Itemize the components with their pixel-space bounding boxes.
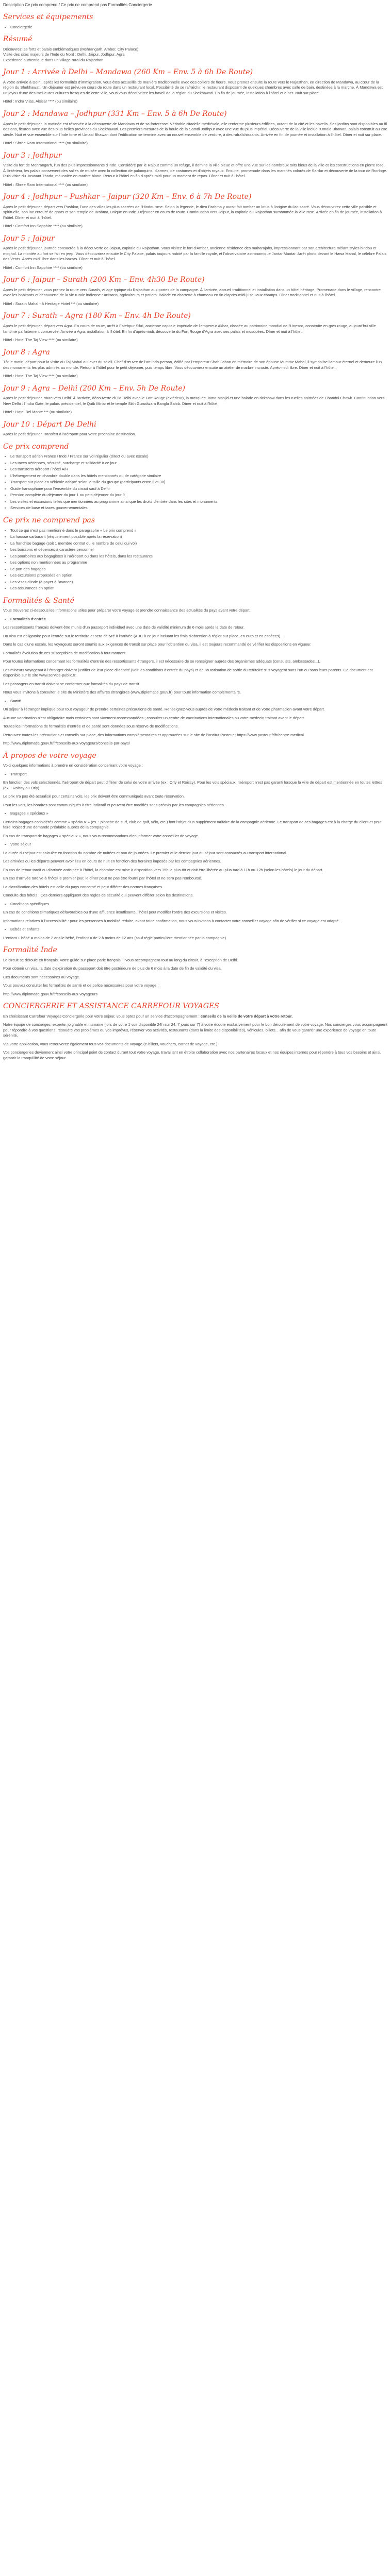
- list-item: • Services de base et taxes gouvernementales: [10, 505, 388, 511]
- apropos-heading-list: [3, 772, 388, 777]
- day-title: Jour 5 : Jaipur: [3, 234, 55, 243]
- conciergerie-lead: En choisissant Carrefour Voyages Conciergerie pour votre séjour, vous optez pour un service d'accompagnement :: [3, 1013, 200, 1019]
- includes-title: Ce prix comprend: [3, 442, 69, 451]
- section-heading: • Transport: [10, 772, 388, 777]
- day-2: [3, 109, 388, 146]
- section-heading: • Conditions spécifiques: [10, 902, 388, 907]
- day-text: Après le petit déjeuner, départ vers Agra. En cours de route, arrêt à Fatehpur Sikri, ancienne capitale impériale de l'empereur Akbar, classée au patrimoine mondial de l'Unesco, construite en grès rouge, aujourd'hui ville fantôme parfaitement conservée. Arrivée à Agra, installation à l'hôtel. En fin d'après-midi, découverte du Fort Rouge d'Agra avec ses palais et mosquées. Dîner et nuit à l'hôtel.: [3, 324, 376, 334]
- list-item: • Les pourboires aux bagagistes à l'aéroport ou dans les hôtels, dans les restaurants: [10, 554, 388, 560]
- day-hotel-note: Hôtel : Comfort Inn Sapphire **** (ou similaire): [3, 224, 83, 229]
- day-hotel-note: Hôtel : Hotel The Taj View **** (ou similaire): [3, 337, 78, 343]
- list-item: • Les taxes aériennes, sécurité, surcharge et solidarité à ce jour: [10, 461, 388, 466]
- day-6: [3, 275, 388, 307]
- list-item: • Les visas d'Inde (à payer à l'avance): [10, 580, 388, 585]
- paragraph: Vos conciergeries deviennent ainsi votre principal point de contact durant tout votre voyage, travaillant en étroite collaboration avec nos partenaires locaux et nos équipes internes pour répondre à tous vos besoins et ainsi, garantir la tranquillité de votre séjour.: [3, 1050, 381, 1060]
- paragraph: La classification des hôtels est celle du pays concerné et peut différer des normes françaises.: [3, 884, 164, 889]
- day-hotel-note: Hôtel : Shree Ram International **** (ou similaire): [3, 182, 88, 187]
- paragraph: Vous pouvez consulter les formalités de santé et de police nécessaires pour votre voyage :: [3, 983, 159, 988]
- day-hotel-note: Hôtel : Indra Vilas, Alsisar **** (ou similaire): [3, 99, 78, 104]
- paragraph: Le prix n'a pas été actualisé pour certains vols, les prix doivent être communiqués avant toute réservation.: [3, 794, 185, 799]
- diplomatie-link[interactable]: http://www.diplomatie.gouv.fr/fr/conseils-aux-voyageurs/conseils-par-pays/: [3, 741, 130, 746]
- conciergerie-title: CONCIERGERIE ET ASSISTANCE CARREFOUR VOYAGES: [3, 1002, 219, 1011]
- paragraph: Via votre application, vous retrouverez également tous vos documents de voyage (e-billets, vouchers, carnet de voyage, etc.).: [3, 1041, 219, 1046]
- paragraph: Pour les vols, les horaires sont communiqués à titre indicatif et peuvent être modifiés sans préavis par les compagnies aériennes.: [3, 802, 225, 807]
- day-hotel-note: Hôtel : Hotel The Taj View **** (ou similaire): [3, 374, 78, 379]
- list-item: • Les options non mentionnées au programme: [10, 560, 388, 566]
- formalites-heading-list: [3, 699, 388, 704]
- day-hotel-note: Hôtel : Comfort Inn Sapphire **** (ou similaire): [3, 265, 83, 270]
- day-title: Jour 9 : Agra – Delhi (200 Km – Env. 5h De Route): [3, 384, 186, 393]
- langue-title: Formalité Inde: [3, 946, 57, 955]
- list-item: • Pension complète du déjeuner du jour 1 au petit déjeuner du jour 9: [10, 493, 388, 498]
- paragraph: Notre équipe de concierges, experte, joignable et humaine (lors de votre 1 voir disponible 24h sur 24, 7 jours sur 7) à votre écoute exclusivement pour le bon déroulement de votre voyage. Nos concierges vous accompagnent pour répondre à vos questions, résoudre vos problèmes ou vos imprévus, réserver vos activités, restaurants (dans la limite des disponibilités), véhicules, billets... afin de vous garantir une expérience de voyage en toute sérénité.: [3, 1022, 388, 1038]
- resume-line: Visite des sites majeurs de l'Inde du Nord : Delhi, Jaipur, Jodhpur, Agra: [3, 52, 125, 57]
- day-7: [3, 311, 388, 343]
- paragraph: Formalités évolution de ces susceptibles de modification à tout moment.: [3, 650, 127, 655]
- resume-title: Résumé: [3, 35, 32, 44]
- excludes-title: Ce prix ne comprend pas: [3, 516, 95, 524]
- day-title: Jour 6 : Jaipur – Surath (200 Km – Env. 4h30 De Route): [3, 276, 205, 284]
- page: [0, 0, 391, 1061]
- resume-line: Expérience authentique dans un village rural du Rajasthan: [3, 57, 104, 62]
- list-item: • Tout ce qui n'est pas mentionné dans le paragraphe « Le prix comprend »: [10, 528, 388, 534]
- day-text: Après le petit déjeuner, la matinée est réservée à la découverte de Mandawa et de sa forteresse. Véritable citadelle médiévale, elle renferme plusieurs édifices, autant de la cité et les havelis. Ses jardins sont disponibles au fil des ans, fleuron avec vue des plus belles provinces du Shekhawati. Les premiers mesures de la houle de la Samdi Jodhpur avec une vue du plus impérial. Découverte de la ville inclue l'Umaid Bhawan, palais construit au 20e siècle. Nuit et vue ensemble sur l'Inde forte et Umaid Bhawan dont l'édification se termine avec un nouvel ensemble de verdure, à des rafraîchissants. Arrivée en fin de journée et installation à l'hôtel. Dîner et nuit sur place.: [3, 121, 387, 137]
- list-item: • La franchise bagage (soit 1 membre contrat ou le nombre de celui qui vol): [10, 541, 388, 547]
- includes-list: [3, 454, 388, 511]
- top-tab-links[interactable]: Description Ce prix comprend / Ce prix ne comprend pas Formalités Conciergerie: [3, 3, 152, 7]
- apropos-heading-list: [3, 927, 388, 933]
- list-item: • Les excursions proposées en option: [10, 573, 388, 579]
- list-item: • Guide francophone pour l'ensemble du circuit sauf à Delhi: [10, 486, 388, 492]
- formalites-title: Formalités & Santé: [3, 596, 74, 605]
- day-3: [3, 151, 388, 188]
- paragraph: Aucune vaccination n'est obligatoire mais certaines sont vivement recommandées ; consulter un centre de vaccinations internationales ou votre médecin traitant avant le départ.: [3, 715, 305, 720]
- day-text: Après le petit déjeuner, vous prenez la route vers Surath, village typique du Rajasthan aux portes de la campagne. À l'arrivée, accueil traditionnel et installation dans un hôtel héritage. Promenade dans le village, rencontre avec les habitants et découverte de la vie rurale indienne : artisans, agriculteurs et potiers. Balade en charrette à chameau en fin d'après-midi jusqu'aux champs. Dîner traditionnel et nuit à l'hôtel.: [3, 287, 381, 298]
- apropos-heading-list: [3, 902, 388, 907]
- formalites-intro: Vous trouverez ci-dessous les informations utiles pour préparer votre voyage et prendre connaissance des actualités du pays avant votre départ.: [3, 608, 251, 613]
- day-title: Jour 8 : Agra: [3, 348, 50, 357]
- day-title: Jour 4 : Jodhpur – Pushkar – Jaipur (320 Km – Env. 6 à 7h De Route): [3, 193, 252, 201]
- day-9: [3, 384, 388, 415]
- paragraph: Certains bagages considérés comme « spéciaux » (ex. : planche de surf, club de golf, vélo, etc.) font l'objet d'un supplément tarifaire de la compagnie aérienne. Le transport de ces bagages est à la charge du client et peut faire l'objet d'une demande préalable auprès de la compagnie.: [3, 819, 382, 830]
- apropos-heading-list: [3, 842, 388, 848]
- paragraph: L'enfant + bébé = moins de 2 ans le bébé, l'enfant = de 2 à moins de 12 ans (sauf règle particulière mentionnée par la compagnie).: [3, 935, 227, 940]
- day-text: Après le petit déjeuner Transfert à l'aéroport pour votre prochaine destination.: [3, 432, 136, 437]
- day-10: [3, 420, 388, 437]
- list-item: • Les boissons et dépenses à caractère personnel: [10, 547, 388, 553]
- list-item: • Transport sur place en véhicule adapté selon la taille du groupe (participants entre 2 et 30): [10, 480, 388, 485]
- paragraph: Nous vous invitons à consulter le site du Ministère des affaires étrangères (www.diplomatie.gouv.fr) pour toute information complémentaire.: [3, 690, 241, 695]
- list-item: • Les assurances en option: [10, 586, 388, 591]
- apropos-heading-list: [3, 811, 388, 817]
- day-title: Jour 10 : Départ De Delhi: [3, 420, 96, 429]
- section-heading: • Formalités d'entrée: [10, 617, 388, 622]
- day-title: Jour 1 : Arrivée à Delhi – Mandawa (260 Km – Env. 5 à 6h De Route): [3, 68, 253, 77]
- list-item: • La hausse carburant (réajustement possible après la réservation): [10, 534, 388, 540]
- list-item: • L'hébergement en chambre double dans les hôtels mentionnés ou de catégorie similaire: [10, 473, 388, 479]
- paragraph: Retrouvez toutes les précautions et conseils sur place, des informations complémentaires et approuvées sur le site de l'Institut Pasteur : https://www.pasteur.fr/fr/centre-medical: [3, 732, 304, 737]
- day-title: Jour 7 : Surath – Agra (180 Km – Env. 4h De Route): [3, 312, 191, 320]
- paragraph: Conduite des hôtels : Ces derniers appliquent des règles de sécurité qui peuvent différer selon les destinations.: [3, 893, 194, 898]
- day-5: [3, 234, 388, 271]
- resume-line: Découvrez les forts et palais emblématiques (Mehrangarh, Amber, City Palace): [3, 46, 139, 52]
- section-heading: • Bébés et enfants: [10, 927, 388, 933]
- day-hotel-note: Hôtel : Shree Ram International **** (ou similaire): [3, 141, 88, 146]
- paragraph: Un visa est obligatoire pour l'entrée sur le territoire et sera délivré à l'arrivée (ABC à ce jour incluant les frais d'obtention à régler sur place, en euro et en espèces).: [3, 633, 282, 638]
- paragraph: Les mineurs voyageant à l'étranger doivent justifier de leur pièce d'identité (voir les conditions d'entrée du pays) et de l'autorisation de sortie du territoire s'ils voyagent sans l'un ou sans leurs parents. Ce document est disponible sur le site www.service-public.fr.: [3, 667, 373, 678]
- day-title: Jour 2 : Mandawa – Jodhpur (331 Km – Env. 5 à 6h De Route): [3, 109, 227, 118]
- paragraph: En cas de transport de bagages « spéciaux », nous vous recommandons d'en informer votre conseiller de voyage.: [3, 833, 199, 838]
- day-text: À votre arrivée à Delhi, après les formalités d'immigration, vous êtes accueillis de manière traditionnelle avec des colliers de fleurs. Vous prenez ensuite la route vers le Rajasthan, en direction de Mandawa, au cœur de la région du Shekhawati. Un déjeuner est prévu en cours de route dans un restaurant local. Possibilité de se rafraîchir, le restaurant disposant de quelques chambres avec salle de bain, destinées à la marche. À Mandawa est un joyau d'une des meilleures cultures fresques de cette ville, vous vous découvrirez les haveli de la région du Shekhawati. En fin de journée, installation à l'hôtel et dîner. Nuit sur place.: [3, 79, 383, 95]
- day-text: Après le petit déjeuner, route vers Delhi. À l'arrivée, découverte d'Old Delhi avec le Fort Rouge (extérieur), la mosquée Jama Masjid et une balade en rickshaw dans les ruelles animées de Chandni Chowk. Continuation vers New Delhi : l'India Gate, le palais présidentiel, le Qutb Minar et le temple Sikh Gurudwara Bangla Sahib. Dîner et nuit à l'hôtel.: [3, 396, 385, 406]
- paragraph: En cas de conditions climatiques défavorables ou d'une affluence insuffisante, l'hôtel peut modifier l'ordre des excursions et visites.: [3, 910, 227, 915]
- day-1: [3, 67, 388, 105]
- day-title: Jour 3 : Jodhpur: [3, 151, 62, 160]
- excludes-list: [3, 528, 388, 591]
- list-item: • Conciergerie: [10, 25, 388, 30]
- apropos-intro: Voici quelques informations à prendre en considération concernant votre voyage :: [3, 763, 143, 768]
- day-text: Après le petit déjeuner, journée consacrée à la découverte de Jaipur, capitale du Rajasthan. Vous visitez le fort d'Amber, ancienne résidence des maharajahs, impressionnant par son architecture mêlant styles hindou et moghol. La montée au fort se fait en jeep. Vous découvrirez ensuite le City Palace, palais toujours habité par la famille royale, et l'observatoire astronomique Jantar Mantar. Arrêt photo devant le Hawa Mahal, le célèbre Palais des Vents. Après-midi libre dans les bazars. Dîner et nuit à l'hôtel.: [3, 246, 387, 262]
- day-text: Après le petit déjeuner, départ vers Pushkar, l'une des villes les plus sacrées de l'Hindouisme. Selon la légende, le dieu Brahma y aurait fait tomber un lotus à l'origine du lac sacré. Vous découvrirez cette ville paisible et spirituelle, son lac entouré de ghats et son temple de Brahma, unique en Inde. Déjeuner en cours de route. Continuation vers Jaipur, la capitale du Rajasthan surnommée la ville rose. Arrivée en fin de journée, installation à l'hôtel. Dîner et nuit à l'hôtel.: [3, 204, 382, 220]
- apropos-title: À propos de votre voyage: [3, 751, 96, 760]
- paragraph: En fonction des vols sélectionnés, l'aéroport de départ peut différer de celui de votre arrivée (ex : Orly et Roissy). Pour les vols spéciaux, l'aéroport n'est pas garanti lorsque la ville de départ est mentionnée en toutes lettres (ex. : Roissy ou Orly).: [3, 780, 382, 790]
- paragraph: La durée du séjour est calculée en fonction du nombre de nuitées et non de journées. Le premier et le dernier jour du séjour sont consacrés au transport international.: [3, 850, 287, 855]
- resume-text: [3, 47, 388, 63]
- paragraph: Le circuit se déroule en français. Votre guide sur place parle français, il vous accompagnera tout au long du circuit, à l'exception de Delhi.: [3, 957, 238, 962]
- list-item: • Les transferts aéroport / hôtel A/R: [10, 467, 388, 472]
- paragraph: Informations relatives à l'accessibilité : pour les personnes à mobilité réduite, avant toute confirmation, nous vous invitons à contacter votre conseiller voyage afin de vérifier si ce voyage est adapté.: [3, 918, 340, 923]
- section-heading: • Votre séjour: [10, 842, 388, 848]
- paragraph: Ces documents sont nécessaires au voyage.: [3, 974, 80, 979]
- paragraph: [3, 1014, 388, 1020]
- section-heading: • Santé: [10, 699, 388, 704]
- list-item: • Les visites et excursions telles que mentionnées au programme ainsi que les droits d'entrée dans les sites et monuments: [10, 499, 388, 505]
- paragraph: En cas de retour tardif ou d'arrivée anticipée à l'hôtel, la chambre est mise à disposition vers 15h le plus tôt et doit être libérée au plus tard à 11h ou 12h (selon les hôtels) le jour du départ.: [3, 867, 323, 872]
- paragraph: Pour obtenir un visa, la date d'expiration du passeport doit être postérieure de plus de 6 mois à la date de fin de validité du visa.: [3, 966, 222, 971]
- paragraph: Les passagers en transit doivent se conformer aux formalités du pays de transit.: [3, 681, 140, 686]
- day-text: Tôt le matin, départ pour la visite du Taj Mahal au lever du soleil. Chef-d'œuvre de l'art indo-persan, édifié par l'empereur Shah Jahan en mémoire de son épouse Mumtaz Mahal, il symbolise l'amour éternel et demeure l'un des monuments les plus admirés au monde. Retour à l'hôtel pour le petit déjeuner, puis temps libre. Vous découvrirez ensuite un atelier de marbre incrusté. Après-midi libre. Dîner et nuit à l'hôtel.: [3, 360, 382, 370]
- list-item: • Le transport aérien France / Inde / France sur vol régulier (direct ou avec escale): [10, 454, 388, 460]
- formalites-heading-list: [3, 617, 388, 622]
- paragraph: Toutes les informations de formalités d'entrée et de santé sont données sous réserve de modifications.: [3, 724, 179, 729]
- paragraph: Les ressortissants français doivent être munis d'un passeport individuel avec une date de validité minimum de 6 mois après la date de retour.: [3, 625, 245, 630]
- day-text: Visite du fort de Mehrangarh, l'un des plus impressionnants d'Inde. Considéré par le Rajput comme un refuge, il domine la ville bleue et offre une vue sur les nombreux toits bleus de la ville et les constructions en pierre rose. À l'intérieur, les palais conservent des salles de musée avec la collection de palanquins, d'armes, de costumes et d'objets royaux. Ensuite, promenade dans les marchés colorés de Sardar et découverte de la tour de l'horloge. Puis visite du Jaswant Thada, mausolée en marbre blanc. Retour à l'hôtel en fin d'après-midi pour un moment de repos. Dîner et nuit à l'hôtel.: [3, 163, 387, 179]
- paragraph: En cas d'arrivée tardive à l'hôtel le premier jour, le dîner peut ne pas être fourni par l'hôtel et ne sera pas remboursé.: [3, 876, 202, 881]
- services-title: Services et équipements: [3, 13, 93, 22]
- paragraph: Dans le cas d'une escale, les voyageurs seront soumis aux exigences de transit sur place pour l'obtention du visa, il est toujours recommandé de vérifier les dispositions en vigueur.: [3, 642, 312, 647]
- list-item: • Le port des bagages: [10, 567, 388, 572]
- day-hotel-note: Hôtel : Surath Mahal - A Heritage Hotel *** (ou similaire): [3, 301, 99, 306]
- paragraph: Les arrivées ou les départs peuvent avoir lieu en cours de nuit en fonction des horaires imposés par les compagnies aériennes.: [3, 859, 221, 864]
- day-hotel-note: Hôtel : Hotel Bel Monte *** (ou similaire): [3, 410, 72, 415]
- day-4: [3, 192, 388, 229]
- paragraph: Pour toutes informations concernant les formalités d'entrée des ressortissants étrangers, il est nécessaire de se renseigner auprès des organismes adéquats (consulats, ambassades...).: [3, 659, 320, 664]
- paragraph: Un séjour à l'étranger implique pour tout voyageur de prendre certaines précautions de santé. Renseignez-vous auprès de votre médecin traitant et de votre pharmacien avant votre départ.: [3, 707, 325, 712]
- services-list: [3, 25, 388, 30]
- day-8: [3, 348, 388, 379]
- conseils-link[interactable]: http://www.diplomatie.gouv.fr/fr/conseils-aux-voyageurs: [3, 991, 97, 996]
- section-heading: • Bagages « spéciaux »: [10, 811, 388, 817]
- conciergerie-emphasis: conseils de la veille de votre départ à votre retour.: [200, 1013, 293, 1019]
